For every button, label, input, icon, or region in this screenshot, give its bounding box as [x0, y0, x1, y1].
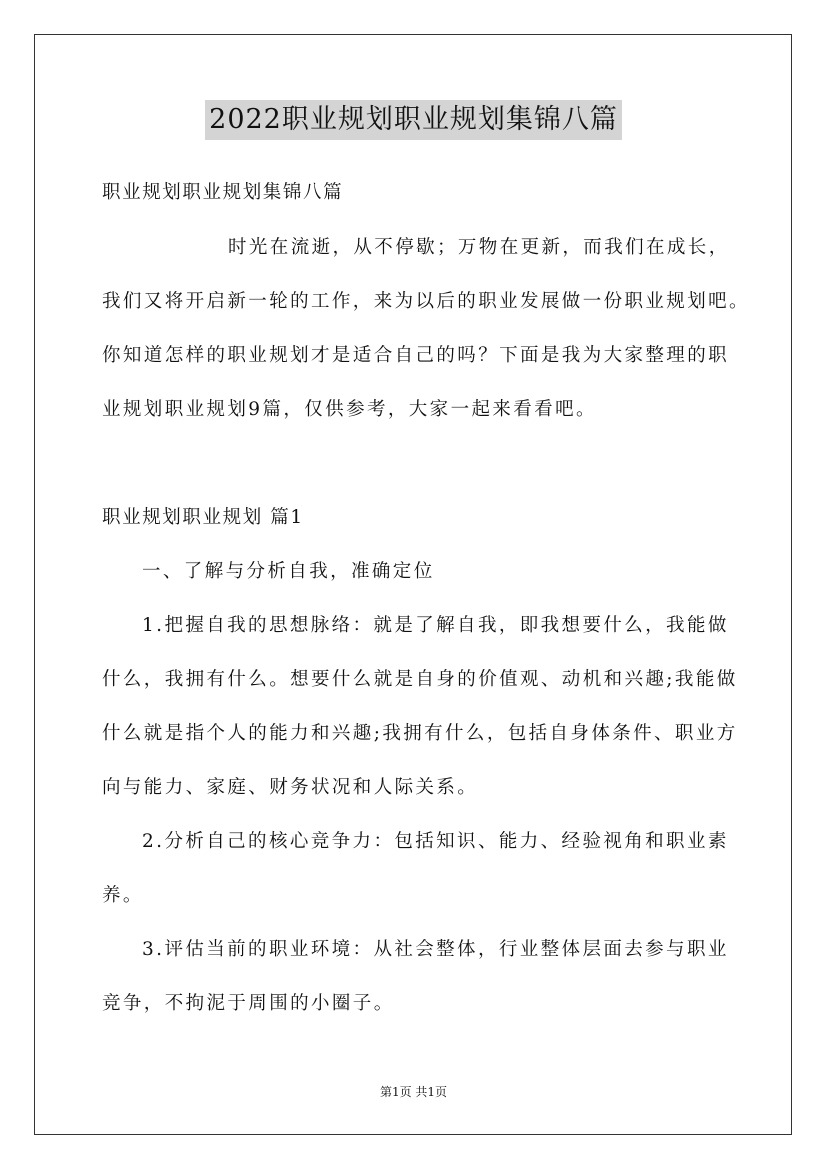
intro-line-2: 我们又将开启新一轮的工作，来为以后的职业发展做一份职业规划吧。	[102, 291, 750, 312]
intro-line-1: 时光在流逝，从不停歇；万物在更新，而我们在成长，	[228, 237, 730, 258]
page-number-label: 第1页 共1页	[379, 1085, 448, 1099]
intro-line-4: 业规划职业规划9篇，仅供参考，大家一起来看看吧。	[102, 399, 597, 420]
point3-line-1: 3.评估当前的职业环境：从社会整体，行业整体层面去参与职业	[142, 939, 729, 960]
point2-line-2: 养。	[102, 885, 144, 906]
section-heading: 职业规划职业规划 篇1	[102, 507, 304, 528]
point1-line-2: 什么，我拥有什么。想要什么就是自身的价值观、动机和兴趣;我能做	[102, 669, 738, 690]
document-subtitle: 职业规划职业规划集锦八篇	[102, 182, 344, 203]
point2-line-1: 2.分析自己的核心竞争力：包括知识、能力、经验视角和职业素	[142, 831, 729, 852]
intro-line-3: 你知道怎样的职业规划才是适合自己的吗？下面是我为大家整理的职	[102, 345, 730, 366]
point1-line-4: 向与能力、家庭、财务状况和人际关系。	[102, 777, 479, 798]
document-title	[0, 100, 827, 140]
point1-line-1: 1.把握自我的思想脉络：就是了解自我，即我想要什么，我能做	[142, 615, 729, 636]
point3-line-2: 竞争，不拘泥于周围的小圈子。	[102, 993, 395, 1014]
page-footer	[0, 1083, 827, 1101]
point1-line-3: 什么就是指个人的能力和兴趣;我拥有什么，包括自身体条件、职业方	[102, 723, 738, 744]
point-heading: 一、了解与分析自我，准确定位	[142, 561, 435, 582]
document-title-text: 2022职业规划职业规划集锦八篇	[205, 100, 622, 140]
